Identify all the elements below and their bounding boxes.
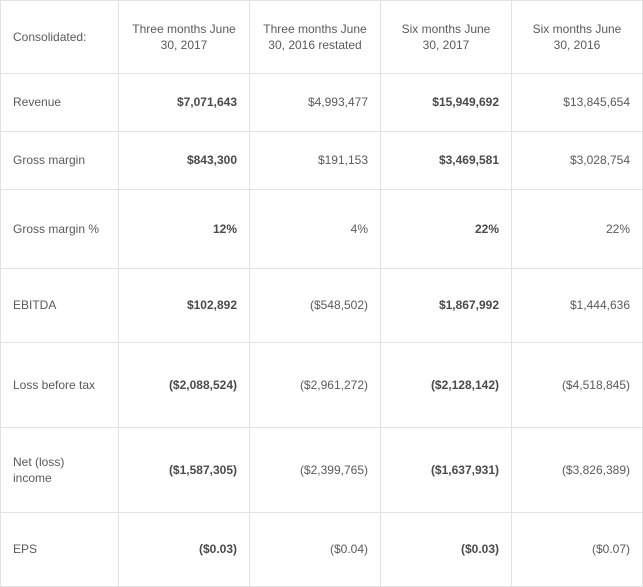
header-row xyxy=(1,1,643,74)
cell-loss-before-tax-three-months-2017: ($2,088,524) xyxy=(119,343,250,428)
table-row xyxy=(1,269,643,343)
header-cell-three-months-2016: Three months June 30, 2016 restated xyxy=(250,1,381,74)
cell-gross-margin-percent-three-months-2016: 4% xyxy=(250,190,381,269)
header-cell-three-months-2017: Three months June 30, 2017 xyxy=(119,1,250,74)
cell-ebitda-six-months-2017: $1,867,992 xyxy=(381,269,512,343)
cell-gross-margin-six-months-2017: $3,469,581 xyxy=(381,132,512,190)
cell-eps-three-months-2017: ($0.03) xyxy=(119,513,250,587)
table-body xyxy=(1,74,643,587)
cell-gross-margin-percent-six-months-2017: 22% xyxy=(381,190,512,269)
cell-gross-margin-percent-three-months-2017: 12% xyxy=(119,190,250,269)
cell-loss-before-tax-six-months-2016: ($4,518,845) xyxy=(512,343,643,428)
header-cell-six-months-2017: Six months June 30, 2017 xyxy=(381,1,512,74)
table-row xyxy=(1,132,643,190)
cell-gross-margin-three-months-2017: $843,300 xyxy=(119,132,250,190)
cell-eps-three-months-2016: ($0.04) xyxy=(250,513,381,587)
cell-ebitda-six-months-2016: $1,444,636 xyxy=(512,269,643,343)
cell-net-loss-income-six-months-2017: ($1,637,931) xyxy=(381,428,512,513)
cell-ebitda-three-months-2016: ($548,502) xyxy=(250,269,381,343)
cell-net-loss-income-three-months-2017: ($1,587,305) xyxy=(119,428,250,513)
cell-revenue-three-months-2017: $7,071,643 xyxy=(119,74,250,132)
cell-revenue-six-months-2016: $13,845,654 xyxy=(512,74,643,132)
header-cell-six-months-2016: Six months June 30, 2016 xyxy=(512,1,643,74)
row-label-eps: EPS xyxy=(1,513,119,587)
table-row xyxy=(1,74,643,132)
row-label-gross-margin-percent: Gross margin % xyxy=(1,190,119,269)
table-row xyxy=(1,190,643,269)
table-row xyxy=(1,513,643,587)
header-cell-consolidated: Consolidated: xyxy=(1,1,119,74)
cell-loss-before-tax-three-months-2016: ($2,961,272) xyxy=(250,343,381,428)
cell-net-loss-income-six-months-2016: ($3,826,389) xyxy=(512,428,643,513)
cell-loss-before-tax-six-months-2017: ($2,128,142) xyxy=(381,343,512,428)
cell-ebitda-three-months-2017: $102,892 xyxy=(119,269,250,343)
cell-gross-margin-three-months-2016: $191,153 xyxy=(250,132,381,190)
cell-gross-margin-six-months-2016: $3,028,754 xyxy=(512,132,643,190)
cell-gross-margin-percent-six-months-2016: 22% xyxy=(512,190,643,269)
table-header xyxy=(1,1,643,74)
table-row xyxy=(1,428,643,513)
cell-revenue-three-months-2016: $4,993,477 xyxy=(250,74,381,132)
cell-eps-six-months-2016: ($0.07) xyxy=(512,513,643,587)
row-label-ebitda: EBITDA xyxy=(1,269,119,343)
row-label-gross-margin: Gross margin xyxy=(1,132,119,190)
table-row xyxy=(1,343,643,428)
cell-revenue-six-months-2017: $15,949,692 xyxy=(381,74,512,132)
cell-net-loss-income-three-months-2016: ($2,399,765) xyxy=(250,428,381,513)
row-label-revenue: Revenue xyxy=(1,74,119,132)
cell-eps-six-months-2017: ($0.03) xyxy=(381,513,512,587)
row-label-loss-before-tax: Loss before tax xyxy=(1,343,119,428)
row-label-net-loss-income: Net (loss) income xyxy=(1,428,119,513)
